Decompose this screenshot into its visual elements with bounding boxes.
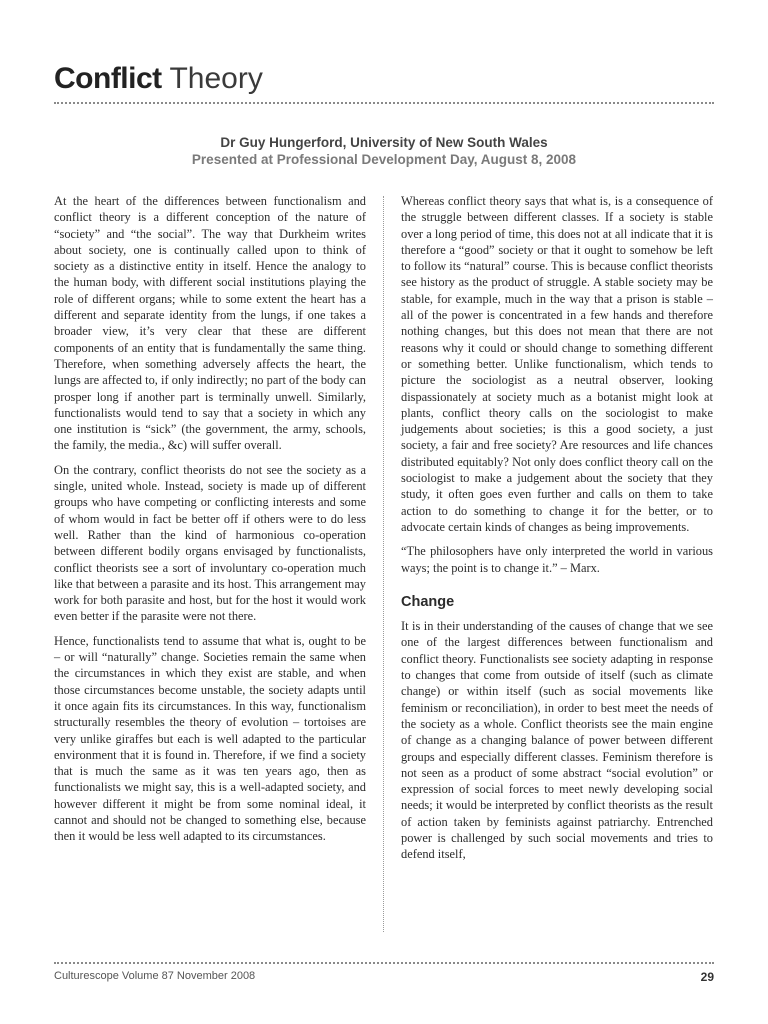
- presented-line: Presented at Professional Development Day, August 8, 2008: [191, 152, 577, 167]
- article-title: [54, 62, 263, 96]
- section-heading-change: Change: [401, 593, 455, 610]
- paragraph: On the contrary, conflict theorists do not see the society as a single, united whole. Instead, society is made up of different groups who have competing or conflicting interests and some of whom would in fact be better off if others were to do less well. Rather than the kind of harmonious co-operation between different bodily organs envisaged by functionalists, conflict theorists see a sort of involuntary co-operation much like that between a parasite and its host. This arrangement may work for both parasite and host, but for the host it would work even better if the parasite were not there.: [54, 462, 366, 624]
- title-light: Theory: [161, 62, 263, 95]
- column-divider: [383, 196, 384, 932]
- paragraph: Hence, functionalists tend to assume that what is, ought to be – or will “naturally” change. Societies remain the same when the circumstances in which they exist are stable, and when those circumstances become unstable, the society adapts until it once again fits its circumstances. In this way, functionalism structurally resembles the theory of evolution – tortoises are very unlike giraffes but each is well adapted to the particular environment that it is found in. Therefore, if we find a society that is much the same as it was ten years ago, then as functionalists we might say, this is a well-adapted society, and however different it might be from some nominal ideal, it cannot and should not be changed to something else, because then it would be less well adapted to its circumstances.: [54, 633, 366, 844]
- paragraph: Whereas conflict theory says that what is, is a consequence of the struggle between different classes. If a society is stable over a long period of time, this does not at all indicate that it is therefore a “good” society or that it ought to somehow be left to follow its “natural” course. This is because conflict theorists see history as the product of struggle. A stable society may be stable, for example, much in the way that a prison is stable – all of the power is concentrated in a few hands and therefore nothing changes, but this does not mean that there are not reasons why it could or should change to something different or something better. Unlike functionalism, which tends to picture the sociologist as a neutral observer, looking dispassionately at society much as a botanist might look at plants, conflict theory calls on the sociologist to make judgements about societies; is this a good society, a just society, a fair and free society? Are resources and life chances distributed equitably? Not only does conflict theory call on the sociologist to make a judgement about the society that they study, it often goes even further and calls on them to take action to do something to change it for the better, or to advocate certain kinds of changes as being improvements.: [401, 194, 713, 534]
- paragraph: At the heart of the differences between functionalism and conflict theory is a different conception of the nature of “society” and “the social”. The way that Durkheim writes about society, one is continually called upon to think of society as a distinctive entity in itself. Hence the analogy to the human body, with different social institutions playing the role of different organs; while to some extent the heart has a different and separate identity from the lungs, if one takes a broader view, it’s very clear that these are different components of an entity that is fundamentally the same thing. Therefore, when something adversely affects the heart, the lungs are affected to, if only indirectly; no part of the body can prosper long if another part is terminally unwell. Similarly, functionalists would tend to say that a society in which any one institution is “sick” (the government, the army, schools, the family, the media., &c) will suffer overall.: [54, 194, 366, 453]
- page-number: 29: [700, 970, 714, 984]
- publication-info: Culturescope Volume 87 November 2008: [54, 970, 256, 982]
- paragraph: It is in their understanding of the causes of change that we see one of the largest differences between functionalism and conflict theory. Functionalists see society adapting in response to changes that come from outside of itself (such as climate change) or within itself (such as social movements like feminism or reconciliation), in order to best meet the needs of the society as a whole. Conflict theorists see the main engine of change as a changing balance of power between different groups and especially different classes. Feminism therefore is not seen as a product of some abstract “social evolution” or expression of social forces to meet newly developing social needs; it would be interpreted by conflict theorists as the result of action taken by feminists against patriarchy. Entrenched power is challenged by such social movements and tries to defend itself,: [401, 619, 713, 862]
- right-column: [401, 193, 713, 871]
- footer-divider: [54, 962, 714, 964]
- left-column: [54, 193, 366, 853]
- header-divider: [54, 102, 714, 104]
- title-bold: Conflict: [54, 62, 162, 95]
- quote-paragraph: “The philosophers have only interpreted the world in various ways; the point is to change it.” – Marx.: [401, 544, 713, 575]
- author-line: Dr Guy Hungerford, University of New South Wales: [220, 135, 548, 150]
